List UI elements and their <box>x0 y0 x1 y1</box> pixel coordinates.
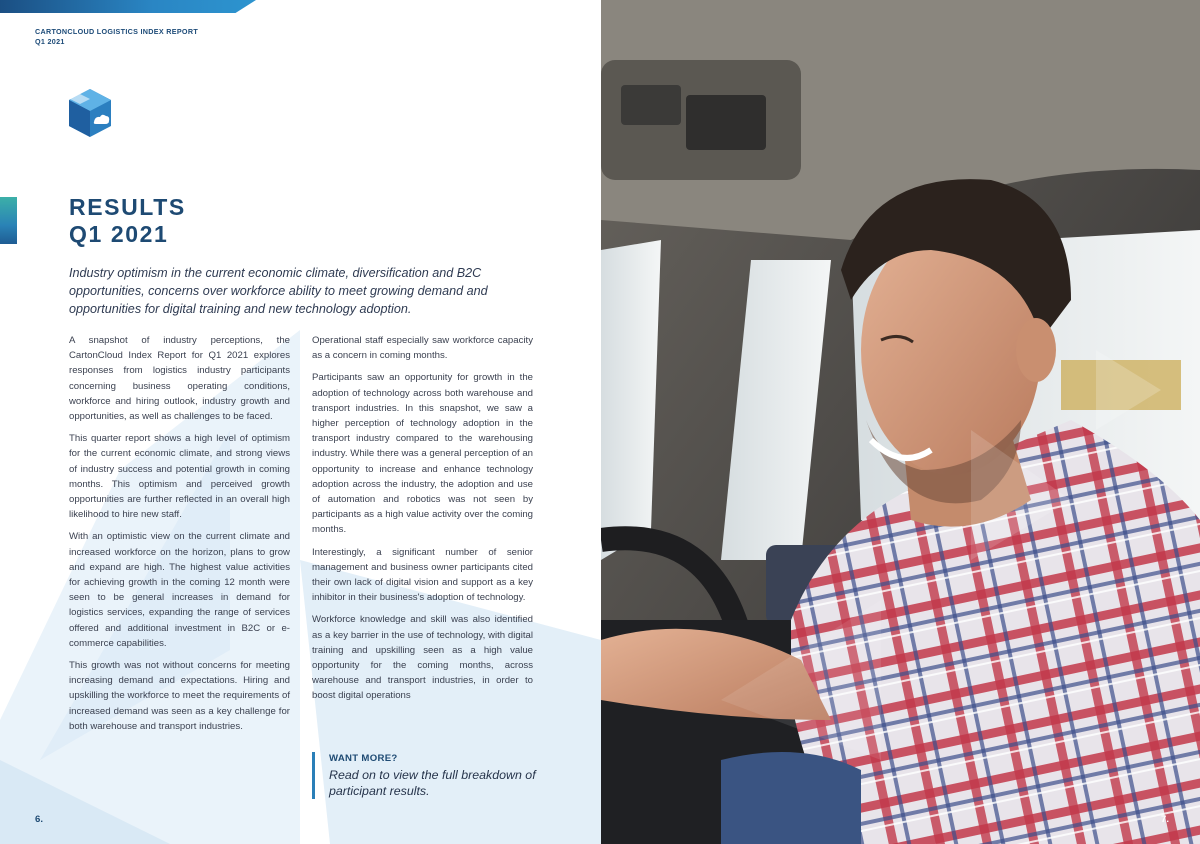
paragraph: This growth was not without concerns for meeting increasing demand and expectations. Hiring and upskilling the workforce to meet the requirements of increased demand was seen as a key challenge for both warehouse and transport industries. <box>69 660 290 732</box>
right-page <box>601 0 1200 844</box>
paragraph: A snapshot of industry perceptions, the CartonCloud Index Report for Q1 2021 explores responses from logistics industry participants concerning business operating conditions, workforce and hiring outlook, industry growth and opportunities, as well as challenges to be faced. <box>69 335 290 423</box>
page-title <box>69 194 186 248</box>
want-more-callout <box>312 752 554 799</box>
report-header <box>35 27 198 47</box>
paragraph: Interestingly, a significant number of senior management and business owner participants cited their own lack of digital vision and support as a key inhibitor in their business's adoption of technology. <box>312 546 533 604</box>
paragraph: With an optimistic view on the current climate and increased workforce on the horizon, plans to grow and expand are high. The highest value activities for achieving growth in the coming 12 month were seen to be general increases in demand for logistics services, expanding the range of services offered and additional investment in B2C or e-commerce capabilities. <box>69 531 290 649</box>
truck-driver-photo <box>601 0 1200 844</box>
top-accent-bar <box>0 0 256 13</box>
paragraph: This quarter report shows a high level of optimism for the current economic climate, and strong views of industry success and potential growth in coming months. This optimism and perceived growth opportunities are further reflected in an overall high likelihood to hire new staff. <box>69 433 290 521</box>
body-column-2 <box>312 333 533 711</box>
section-tab <box>0 197 17 244</box>
lead-paragraph: Industry optimism in the current economic climate, diversification and B2C opportunities, concerns over workforce ability to meet growing demand and opportunities for digital training and new technology adoption. <box>69 266 488 316</box>
page-number-right: 7. <box>1161 814 1170 825</box>
cartoncloud-logo-icon <box>68 88 112 138</box>
page-number-left: 6. <box>35 814 44 825</box>
body-column-1 <box>69 333 290 741</box>
title-line-1: RESULTS <box>69 194 186 220</box>
title-line-2: Q1 2021 <box>69 221 169 247</box>
want-more-body: Read on to view the full breakdown of participant results. <box>329 768 536 798</box>
paragraph: Participants saw an opportunity for growth in the adoption of technology across both warehouse and transport industries. In this snapshot, we saw a higher perception of technology adoption in the transport industry compared to the warehousing industry. While there was a general perception of an opportunity to increase and enhance technology adoption across the industry, the adoption and use of automation and robotics was not seen by participants as a high value activity over the coming months. <box>312 372 533 536</box>
report-title: CARTONCLOUD LOGISTICS INDEX REPORT <box>35 27 199 36</box>
report-period: Q1 2021 <box>35 37 65 46</box>
paragraph: Workforce knowledge and skill was also identified as a key barrier in the use of technology, with digital training and upskilling seen as a high value opportunity for the coming months, across warehouse and transport industries, in order to boost digital operations <box>312 614 533 702</box>
paragraph: Operational staff especially saw workforce capacity as a concern in coming months. <box>312 335 533 362</box>
want-more-heading: WANT MORE? <box>329 753 398 764</box>
